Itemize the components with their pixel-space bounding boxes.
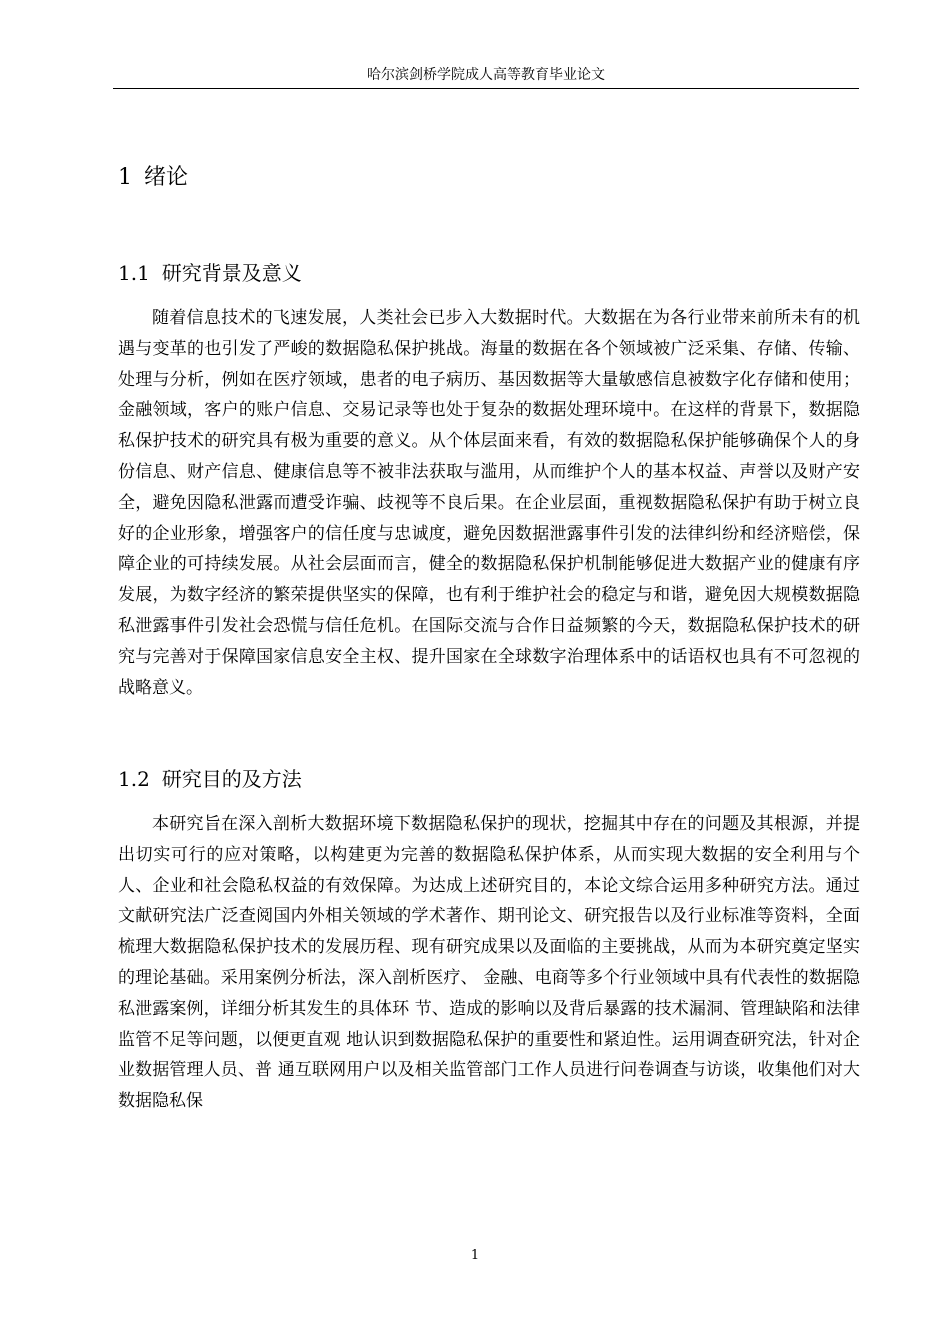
section-title: 研究目的及方法 xyxy=(161,767,302,791)
chapter-title: 绪论 xyxy=(144,165,189,190)
chapter-heading xyxy=(118,163,188,193)
section-heading xyxy=(118,259,302,287)
section-number: 1.2 xyxy=(118,767,150,791)
page-number: 1 xyxy=(470,1248,480,1263)
header-divider xyxy=(113,88,859,89)
section-heading xyxy=(118,765,302,793)
body-paragraph: 随着信息技术的飞速发展，人类社会已步入大数据时代。大数据在为各行业带来前所未有的机遇与变革的也引发了严峻的数据隐私保护挑战。海量的数据在各个领域被广泛采集、存储、传输、处理与分析，例如在医疗领域，患者的电子病历、基因数据等大量敏感信息被数字化存储和使用；金融领域，客户的账户信息、交易记录等也处于复杂的数据处理环境中。在这样的背景下，数据隐私保护技术的研究具有极为重要的意义。从个体层面来看，有效的数据隐私保护能够确保个人的身份信息、财产信息、健康信息等不被非法获取与滥用，从而维护个人的基本权益、声誉以及财产安全，避免因隐私泄露而遭受诈骗、歧视等不良后果。在企业层面，重视数据隐私保护有助于树立良好的企业形象，增强客户的信任度与忠诚度，避免因数据泄露事件引发的法律纠纷和经济赔偿，保障企业的可持续发展。从社会层面而言，健全的数据隐私保护机制能够促进大数据产业的健康有序发展，为数字经济的繁荣提供坚实的保障，也有利于维护社会的稳定与和谐，避免因大规模数据隐私泄露事件引发社会恐慌与信任危机。在国际交流与合作日益频繁的今天，数据隐私保护技术的研究与完善对于保障国家信息安全主权、提升国家在全球数字治理体系中的话语权也具有不可忽视的战略意义。 xyxy=(118,308,860,698)
section-number: 1.1 xyxy=(118,261,150,285)
section-title: 研究背景及意义 xyxy=(161,261,302,285)
body-paragraph: 本研究旨在深入剖析大数据环境下数据隐私保护的现状，挖掘其中存在的问题及其根源，并提出切实可行的应对策略，以构建更为完善的数据隐私保护体系，从而实现大数据的安全利用与个人、企业和社会隐私权益的有效保障。为达成上述研究目的，本论文综合运用多种研究方法。通过文献研究法广泛查阅国内外相关领域的学术著作、期刊论文、研究报告以及行业标准等资料，全面梳理大数据隐私保护技术的发展历程、现有研究成果以及面临的主要挑战，从而为本研究奠定坚实的理论基础。采用案例分析法，深入剖析医疗、 金融、电商等多个行业领域中具有代表性的数据隐私泄露案例，详细分析其发生的具体环 节、造成的影响以及背后暴露的技术漏洞、管理缺陷和法律监管不足等问题，以便更直观 地认识到数据隐私保护的重要性和紧迫性。运用调查研究法，针对企业数据管理人员、普 通互联网用户以及相关监管部门工作人员进行问卷调查与访谈，收集他们对大数据隐私保 xyxy=(118,814,860,1112)
running-header: 哈尔滨剑桥学院成人高等教育毕业论文 xyxy=(367,67,605,83)
chapter-number: 1 xyxy=(118,165,132,190)
